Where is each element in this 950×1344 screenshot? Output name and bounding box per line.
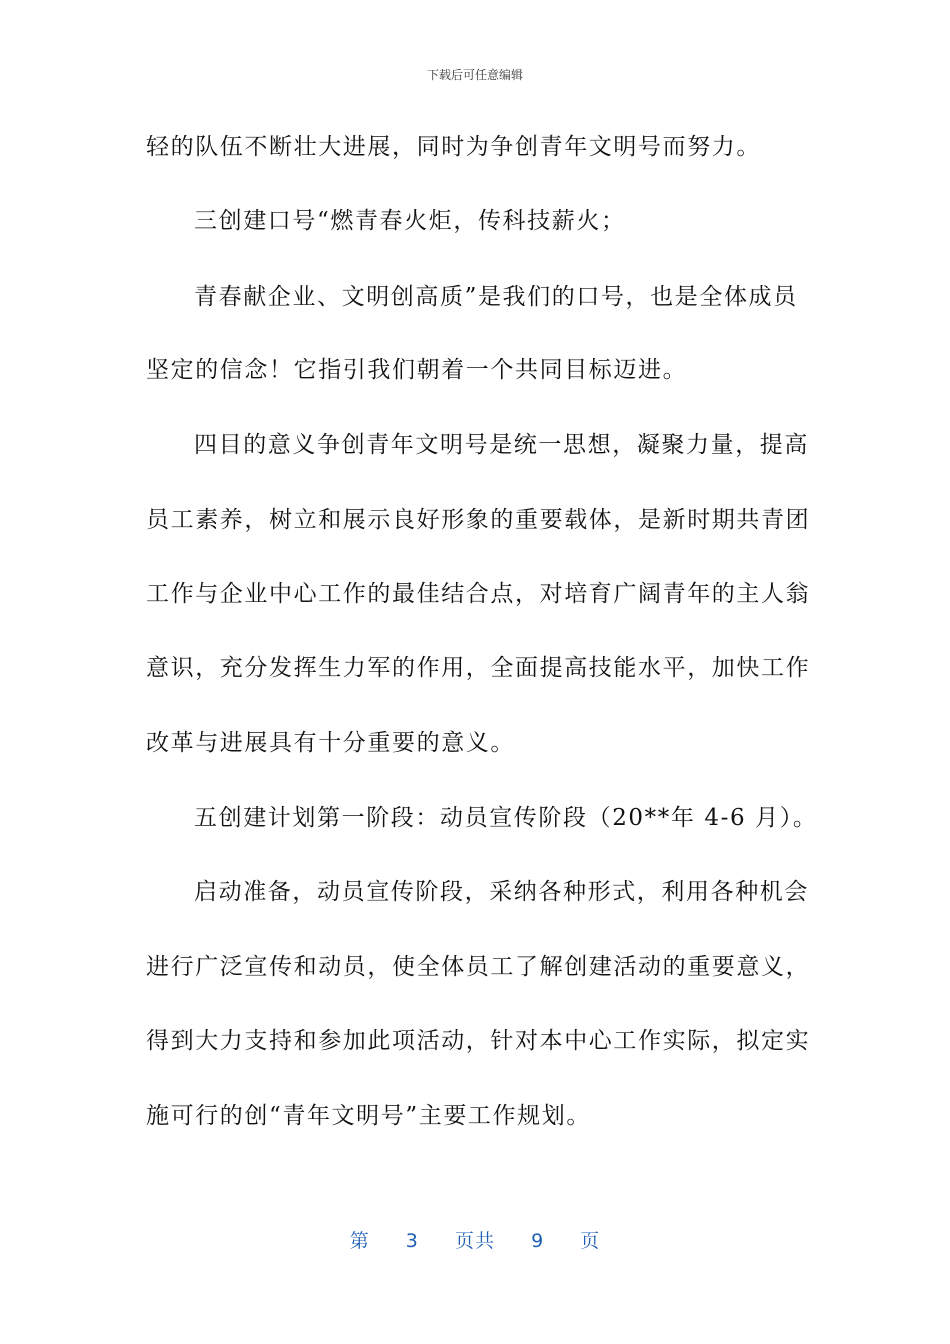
body-line-1: 轻的队伍不断壮大进展，同时为争创青年文明号而努力。 [146, 134, 761, 160]
body-line-11: 启动准备，动员宣传阶段，采纳各种形式，利用各种机会 [194, 879, 809, 905]
total-pages-number: 9 [531, 1230, 545, 1252]
body-line-3: 青春献企业、文明创高质”是我们的口号，也是全体成员 [194, 284, 798, 310]
page-footer [0, 1226, 950, 1253]
body-line-4: 坚定的信念！它指引我们朝着一个共同目标迈进。 [146, 357, 688, 383]
body-line-12: 进行广泛宣传和动员，使全体员工了解创建活动的重要意义， [146, 954, 811, 980]
page-label-mid: 页共 [454, 1230, 495, 1252]
page-label-prefix: 第 [349, 1230, 370, 1252]
current-page-number: 3 [405, 1230, 419, 1252]
body-line-8: 意识，充分发挥生力军的作用，全面提高技能水平，加快工作 [146, 655, 811, 681]
page-label-suffix: 页 [580, 1230, 601, 1252]
body-line-10: 五创建计划第一阶段：动员宣传阶段（20**年 4-6 月）。 [194, 805, 818, 831]
body-line-7: 工作与企业中心工作的最佳结合点，对培育广阔青年的主人翁 [146, 581, 811, 607]
body-line-2: 三创建口号“燃青春火炬，传科技薪火； [194, 208, 626, 234]
header-note: 下载后可任意编辑 [426, 68, 523, 82]
body-line-13: 得到大力支持和参加此项活动，针对本中心工作实际，拟定实 [146, 1028, 811, 1054]
body-line-6: 员工素养，树立和展示良好形象的重要载体，是新时期共青团 [146, 507, 811, 533]
body-line-5: 四目的意义争创青年文明号是统一思想，凝聚力量，提高 [194, 432, 809, 458]
body-line-14: 施可行的创“青年文明号”主要工作规划。 [146, 1103, 591, 1129]
body-line-9: 改革与进展具有十分重要的意义。 [146, 730, 515, 756]
